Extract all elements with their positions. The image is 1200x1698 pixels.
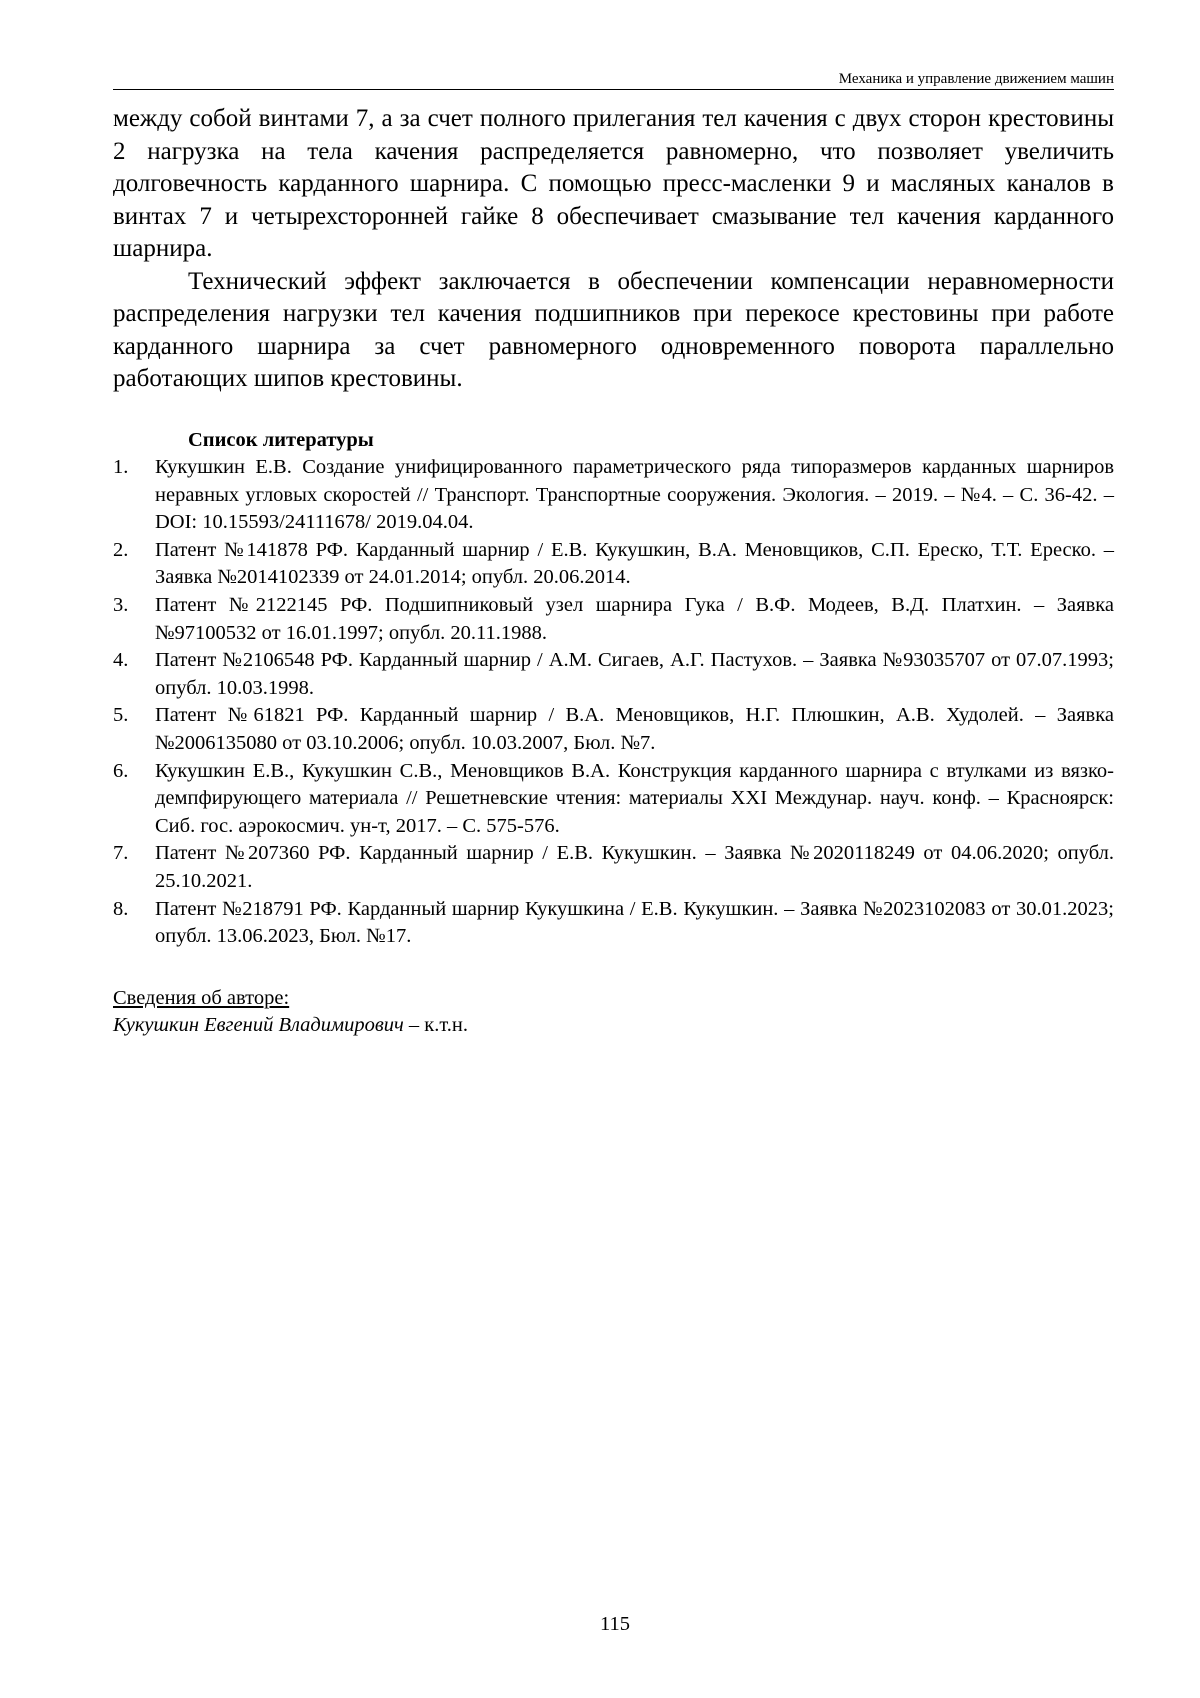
reference-text: Кукушкин Е.В. Создание унифицированного параметрического ряда типоразмеров карданных шарниров неравных угловых скоростей // Транспорт. Транспортные сооружения. Экология. – 2019. – №4. – С. 36-42. – DOI: 10.15593/24111678/ 2019.04.04. <box>155 456 1114 534</box>
reference-number: 3. <box>113 593 129 616</box>
author-info-label: Сведения об авторе: <box>113 987 290 1009</box>
reference-number: 5. <box>113 704 129 727</box>
reference-text: Кукушкин Е.В., Кукушкин С.В., Меновщиков В.А. Конструкция карданного шарнира с втулками из вязко-демпфирующего материала // Решетневские чтения: материалы XXI Междунар. науч. конф. – Красноярск: Сиб. гос. аэрокосмич. ун-т, 2017. – С. 575-576. <box>155 759 1114 837</box>
reference-item <box>113 840 1114 895</box>
reference-number: 4. <box>113 649 129 672</box>
reference-text: Патент №218791 РФ. Карданный шарнир Кукушкина / Е.В. Кукушкин. – Заявка №2023102083 от 30.01.2023; опубл. 13.06.2023, Бюл. №17. <box>155 897 1114 948</box>
running-head: Механика и управление движением машин <box>838 71 1114 87</box>
reference-item <box>113 896 1114 951</box>
reference-text: Патент №2122145 РФ. Подшипниковый узел шарнира Гука / В.Ф. Модеев, В.Д. Платхин. – Заявка №97100532 от 16.01.1997; опубл. 20.11.1988. <box>155 593 1114 644</box>
header-divider <box>113 89 1114 90</box>
reference-item <box>113 454 1114 537</box>
reference-number: 6. <box>113 759 129 782</box>
reference-text: Патент №141878 РФ. Карданный шарнир / Е.В. Кукушкин, В.А. Меновщиков, С.П. Ереско, Т.Т. Ереско. – Заявка №2014102339 от 24.01.2014; опубл. 20.06.2014. <box>155 538 1114 589</box>
references-title: Список литературы <box>188 429 374 451</box>
reference-item <box>113 758 1114 841</box>
author-info <box>113 1012 468 1038</box>
body-text <box>113 103 1114 396</box>
body-paragraph-1: между собой винтами 7, а за счет полного прилегания тел качения с двух сторон крестовины 2 нагрузка на тела качения распределяется равномерно, что позволяет увеличить долговечность карданного шарнира. С помощью пресс-масленки 9 и масляных каналов в винтах 7 и четырехсторонней гайке 8 обеспечивает смазывание тел качения карданного шарнира. <box>113 105 1114 262</box>
body-paragraph-2: Технический эффект заключается в обеспечении компенсации неравномерности распределения нагрузки тел качения подшипников при перекосе крестовины при работе карданного шарнира за счет равномерного одновременного поворота параллельно работающих шипов крестовины. <box>113 267 1114 392</box>
reference-item <box>113 537 1114 592</box>
reference-number: 1. <box>113 456 129 478</box>
references-list <box>113 454 1114 951</box>
reference-text: Патент №2106548 РФ. Карданный шарнир / А.М. Сигаев, А.Г. Пастухов. – Заявка №93035707 от 07.07.1993; опубл. 10.03.1998. <box>155 649 1114 699</box>
reference-item <box>113 592 1114 647</box>
reference-number: 8. <box>113 897 129 920</box>
page-number: 115 <box>600 1613 630 1635</box>
author-name: Кукушкин Евгений Владимирович <box>113 1014 404 1036</box>
reference-text: Патент №61821 РФ. Карданный шарнир / В.А. Меновщиков, Н.Г. Плюшкин, А.В. Худолей. – Заявка №2006135080 от 03.10.2006; опубл. 10.03.2007, Бюл. №7. <box>155 704 1114 754</box>
reference-text: Патент №207360 РФ. Карданный шарнир / Е.В. Кукушкин. – Заявка №2020118249 от 04.06.2020; опубл. 25.10.2021. <box>155 842 1114 892</box>
reference-number: 2. <box>113 538 129 561</box>
reference-item <box>113 702 1114 757</box>
reference-item <box>113 647 1114 702</box>
reference-number: 7. <box>113 842 129 865</box>
author-degree: – к.т.н. <box>403 1014 469 1036</box>
